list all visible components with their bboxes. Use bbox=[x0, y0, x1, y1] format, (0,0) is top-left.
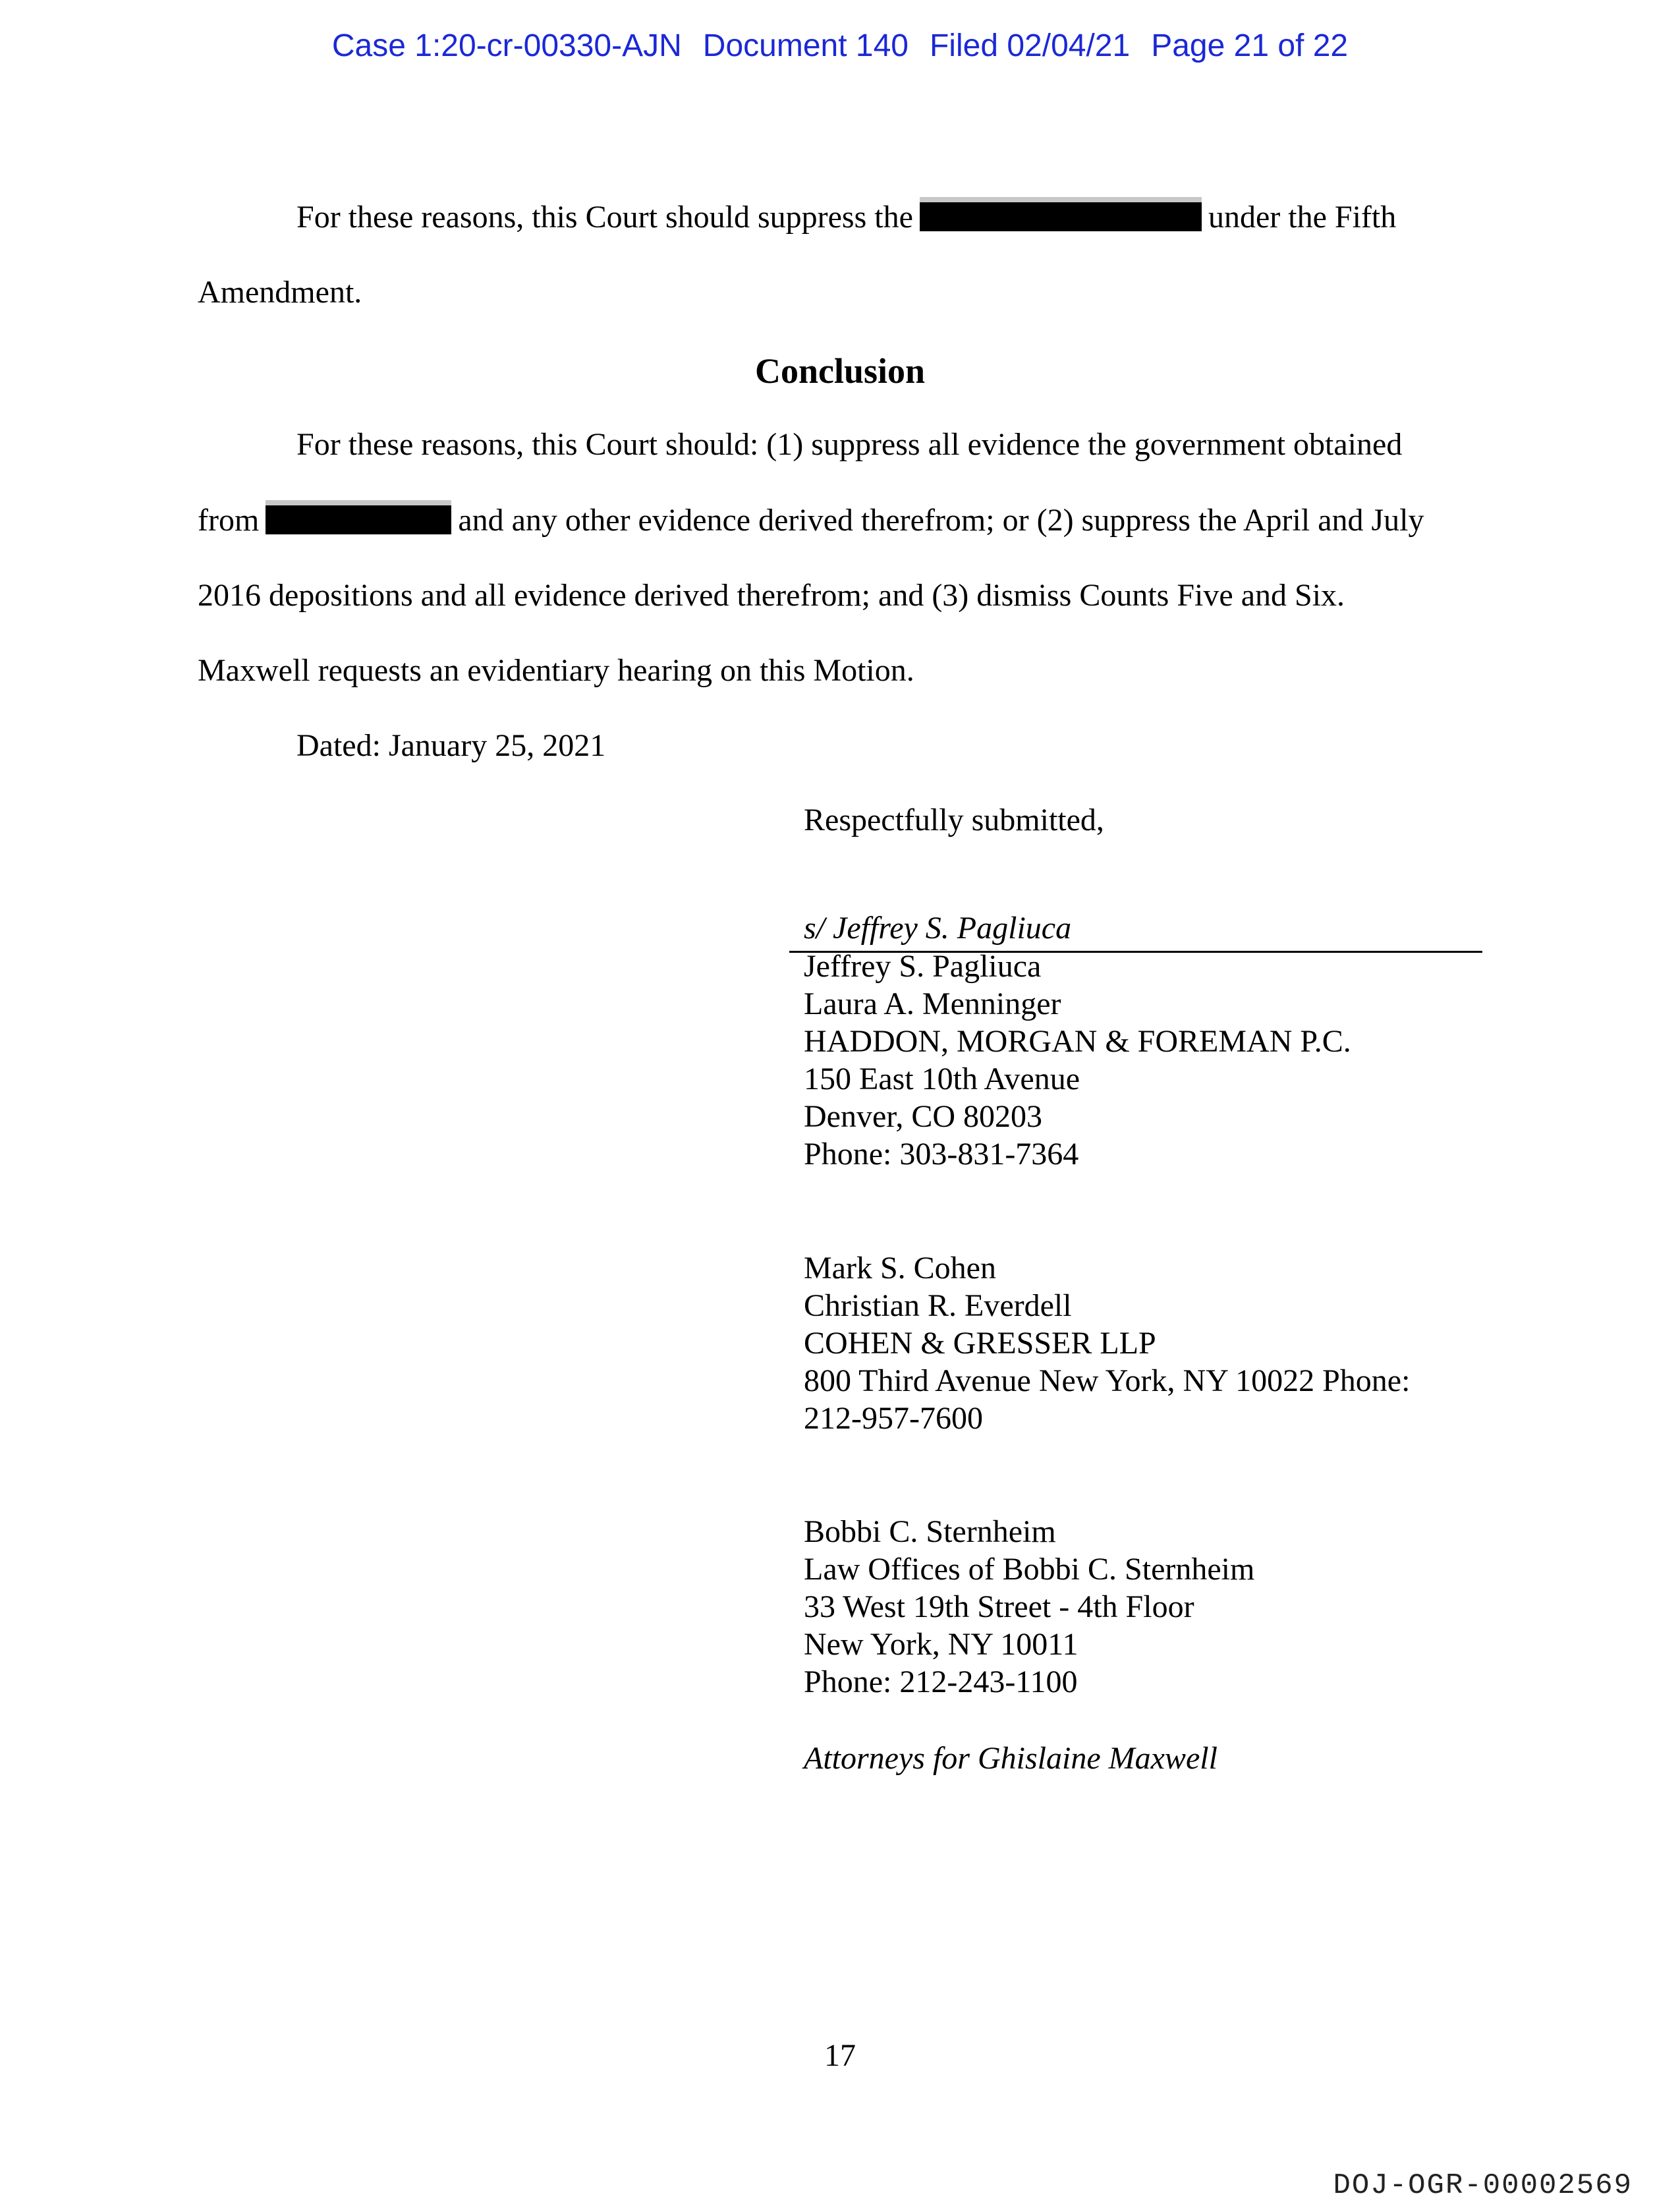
attorneys-for bbox=[804, 1740, 1218, 1777]
counsel-line: Laura A. Menninger bbox=[804, 986, 1061, 1021]
paragraph-2-line-3: 2016 depositions and all evidence derived therefrom; and (3) dismiss Counts Five and Six. bbox=[198, 578, 1345, 613]
counsel-block-1 bbox=[804, 948, 1351, 1173]
counsel-line: Bobbi C. Sternheim bbox=[804, 1514, 1056, 1549]
redaction-box bbox=[266, 505, 451, 534]
counsel-line: Phone: 212-243-1100 bbox=[804, 1664, 1078, 1699]
paragraph-1-line-2: Amendment. bbox=[198, 275, 362, 310]
document-number: Document 140 bbox=[702, 28, 909, 63]
counsel-line: New York, NY 10011 bbox=[804, 1627, 1078, 1662]
paragraph-2-line-2 bbox=[198, 501, 1424, 540]
bates-number: DOJ-OGR-00002569 bbox=[1333, 2169, 1633, 2202]
paragraph-1-text-b: under the Fifth bbox=[1208, 200, 1397, 235]
page-indicator: Page 21 of 22 bbox=[1151, 28, 1349, 63]
counsel-line: 150 East 10th Avenue bbox=[804, 1062, 1080, 1096]
case-header bbox=[0, 28, 1680, 64]
signature bbox=[804, 909, 1071, 947]
redaction-box bbox=[920, 202, 1202, 231]
page-number: 17 bbox=[824, 2038, 856, 2073]
closing-text: Respectfully submitted, bbox=[804, 803, 1104, 837]
counsel-line: Mark S. Cohen bbox=[804, 1251, 996, 1286]
counsel-line: Denver, CO 80203 bbox=[804, 1099, 1043, 1134]
counsel-line: COHEN & GRESSER LLP bbox=[804, 1326, 1156, 1361]
counsel-block-2 bbox=[804, 1249, 1410, 1437]
attorneys-for-text: Attorneys for Ghislaine Maxwell bbox=[804, 1741, 1218, 1776]
counsel-block-3 bbox=[804, 1513, 1254, 1701]
signature-text: s/ Jeffrey S. Pagliuca bbox=[804, 911, 1072, 946]
paragraph-1-text-a: For these reasons, this Court should suppress the bbox=[296, 200, 913, 235]
paragraph-1-line-1 bbox=[296, 198, 1396, 237]
counsel-line: Phone: 303-831-7364 bbox=[804, 1137, 1079, 1172]
counsel-line: 33 West 19th Street - 4th Floor bbox=[804, 1589, 1194, 1624]
filed-date: Filed 02/04/21 bbox=[929, 28, 1131, 63]
counsel-line: Jeffrey S. Pagliuca bbox=[804, 949, 1042, 984]
paragraph-2-line-1: For these reasons, this Court should: (1) suppress all evidence the government obtained bbox=[296, 427, 1403, 462]
counsel-line: Christian R. Everdell bbox=[804, 1288, 1072, 1323]
counsel-line: Law Offices of Bobbi C. Sternheim bbox=[804, 1552, 1255, 1587]
paragraph-2-text-b: and any other evidence derived therefrom; or (2) suppress the April and July bbox=[458, 503, 1424, 538]
counsel-line: 212-957-7600 bbox=[804, 1401, 983, 1436]
paragraph-2-text-a: from bbox=[198, 503, 260, 538]
case-number: Case 1:20-cr-00330-AJN bbox=[331, 28, 682, 63]
counsel-line: 800 Third Avenue New York, NY 10022 Phone: bbox=[804, 1363, 1411, 1398]
paragraph-2-line-4: Maxwell requests an evidentiary hearing on this Motion. bbox=[198, 653, 914, 688]
closing bbox=[804, 801, 1104, 839]
section-heading: Conclusion bbox=[754, 351, 926, 391]
counsel-line: HADDON, MORGAN & FOREMAN P.C. bbox=[804, 1024, 1351, 1059]
dated-line: Dated: January 25, 2021 bbox=[296, 728, 606, 763]
